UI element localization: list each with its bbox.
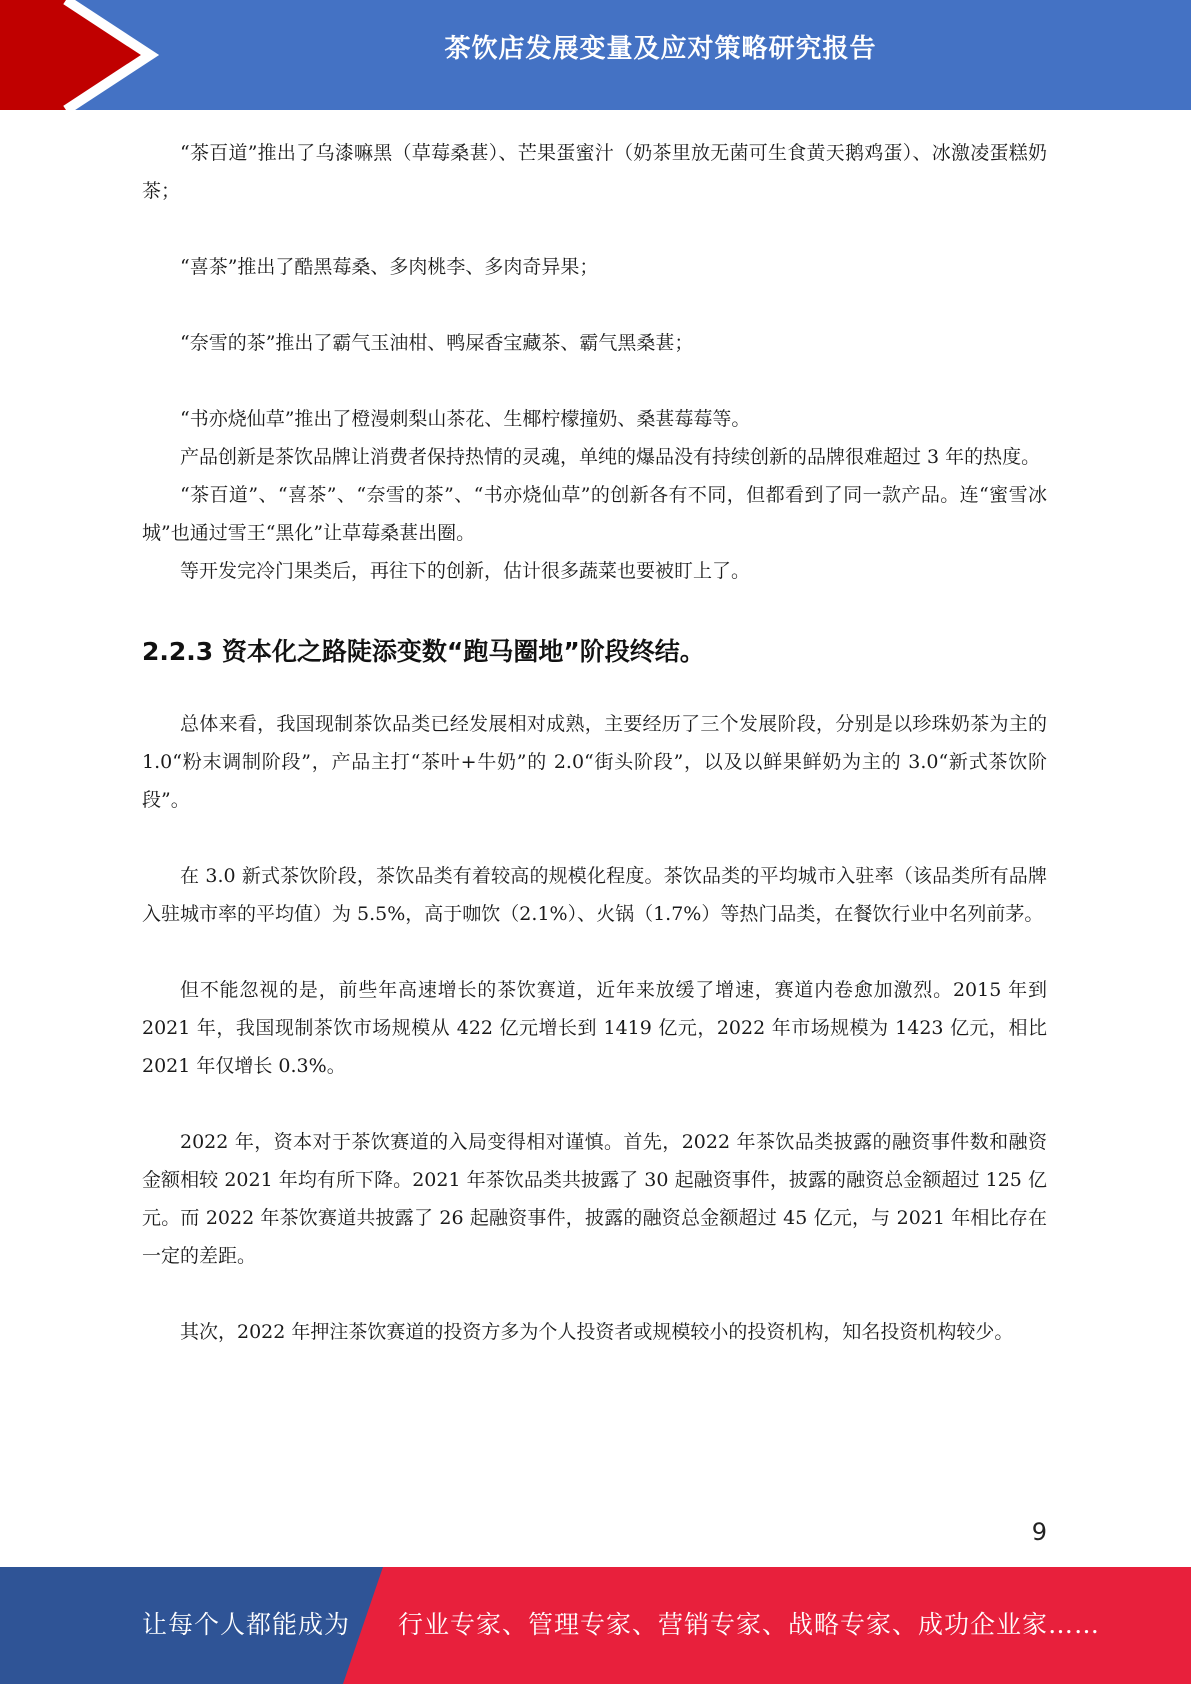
paragraph: “茶百道”推出了乌漆嘛黑（草莓桑葚）、芒果蛋蜜汁（奶茶里放无菌可生食黄天鹅鸡蛋）、冰激凌蛋糕奶茶；: [142, 142, 1047, 202]
page-header: [0, 0, 1191, 110]
paragraph: “茶百道”、“喜茶”、“奈雪的茶”、“书亦烧仙草”的创新各有不同，但都看到了同一款产品。连“蜜雪冰城”也通过雪王“黑化”让草莓桑葚出圈。: [142, 484, 1047, 544]
paragraph: 2022 年，资本对于茶饮赛道的入局变得相对谨慎。首先，2022 年茶饮品类披露的融资事件数和融资金额相较 2021 年均有所下降。2021 年茶饮品类共披露了 30 起融资事件，披露的融资总金额超过 125 亿元。而 2022 年茶饮赛道共披露了 26 起融资事件，披露的融资总金额超过 45 亿元，与 2021 年相比存在一定的差距。: [142, 1131, 1047, 1267]
paragraph: 等开发完冷门果类后，再往下的创新，估计很多蔬菜也要被盯上了。: [180, 560, 751, 582]
document-body: [142, 134, 1047, 1351]
paragraph: “书亦烧仙草”推出了橙漫刺梨山茶花、生椰柠檬撞奶、桑葚莓莓等。: [180, 408, 751, 430]
page-number: 9: [1031, 1518, 1047, 1546]
page-footer: [0, 1567, 1191, 1684]
footer-slogan-right: 行业专家、管理专家、营销专家、战略专家、成功企业家……: [398, 1610, 1101, 1639]
paragraph: “奈雪的茶”推出了霸气玉油柑、鸭屎香宝藏茶、霸气黑桑葚；: [180, 332, 694, 354]
paragraph: 产品创新是茶饮品牌让消费者保持热情的灵魂，单纯的爆品没有持续创新的品牌很难超过 3 年的热度。: [180, 446, 1041, 468]
paragraph: 但不能忽视的是，前些年高速增长的茶饮赛道，近年来放缓了增速，赛道内卷愈加激烈。2015 年到 2021 年，我国现制茶饮市场规模从 422 亿元增长到 1419 亿元，2022 年市场规模为 1423 亿元，相比 2021 年仅增长 0.3%。: [142, 979, 1047, 1077]
paragraph: 在 3.0 新式茶饮阶段，茶饮品类有着较高的规模化程度。茶饮品类的平均城市入驻率（该品类所有品牌入驻城市率的平均值）为 5.5%，高于咖饮（2.1%）、火锅（1.7%）等热门品类，在餐饮行业中名列前茅。: [142, 865, 1047, 925]
footer-slogan-left: 让每个人都能成为: [142, 1610, 351, 1639]
paragraph: 其次，2022 年押注茶饮赛道的投资方多为个人投资者或规模较小的投资机构，知名投资机构较少。: [180, 1321, 1014, 1343]
section-heading: 2.2.3 资本化之路陡添变数“跑马圈地”阶段终结。: [142, 637, 705, 666]
paragraph: “喜茶”推出了酷黑莓桑、多肉桃李、多肉奇异果；: [180, 256, 599, 278]
paragraph: 总体来看，我国现制茶饮品类已经发展相对成熟，主要经历了三个发展阶段，分别是以珍珠奶茶为主的 1.0“粉末调制阶段”，产品主打“茶叶+牛奶”的 2.0“街头阶段”，以及以鲜果鲜奶为主的 3.0“新式茶饮阶段”。: [142, 713, 1047, 811]
header-title: 茶饮店发展变量及应对策略研究报告: [444, 34, 877, 64]
